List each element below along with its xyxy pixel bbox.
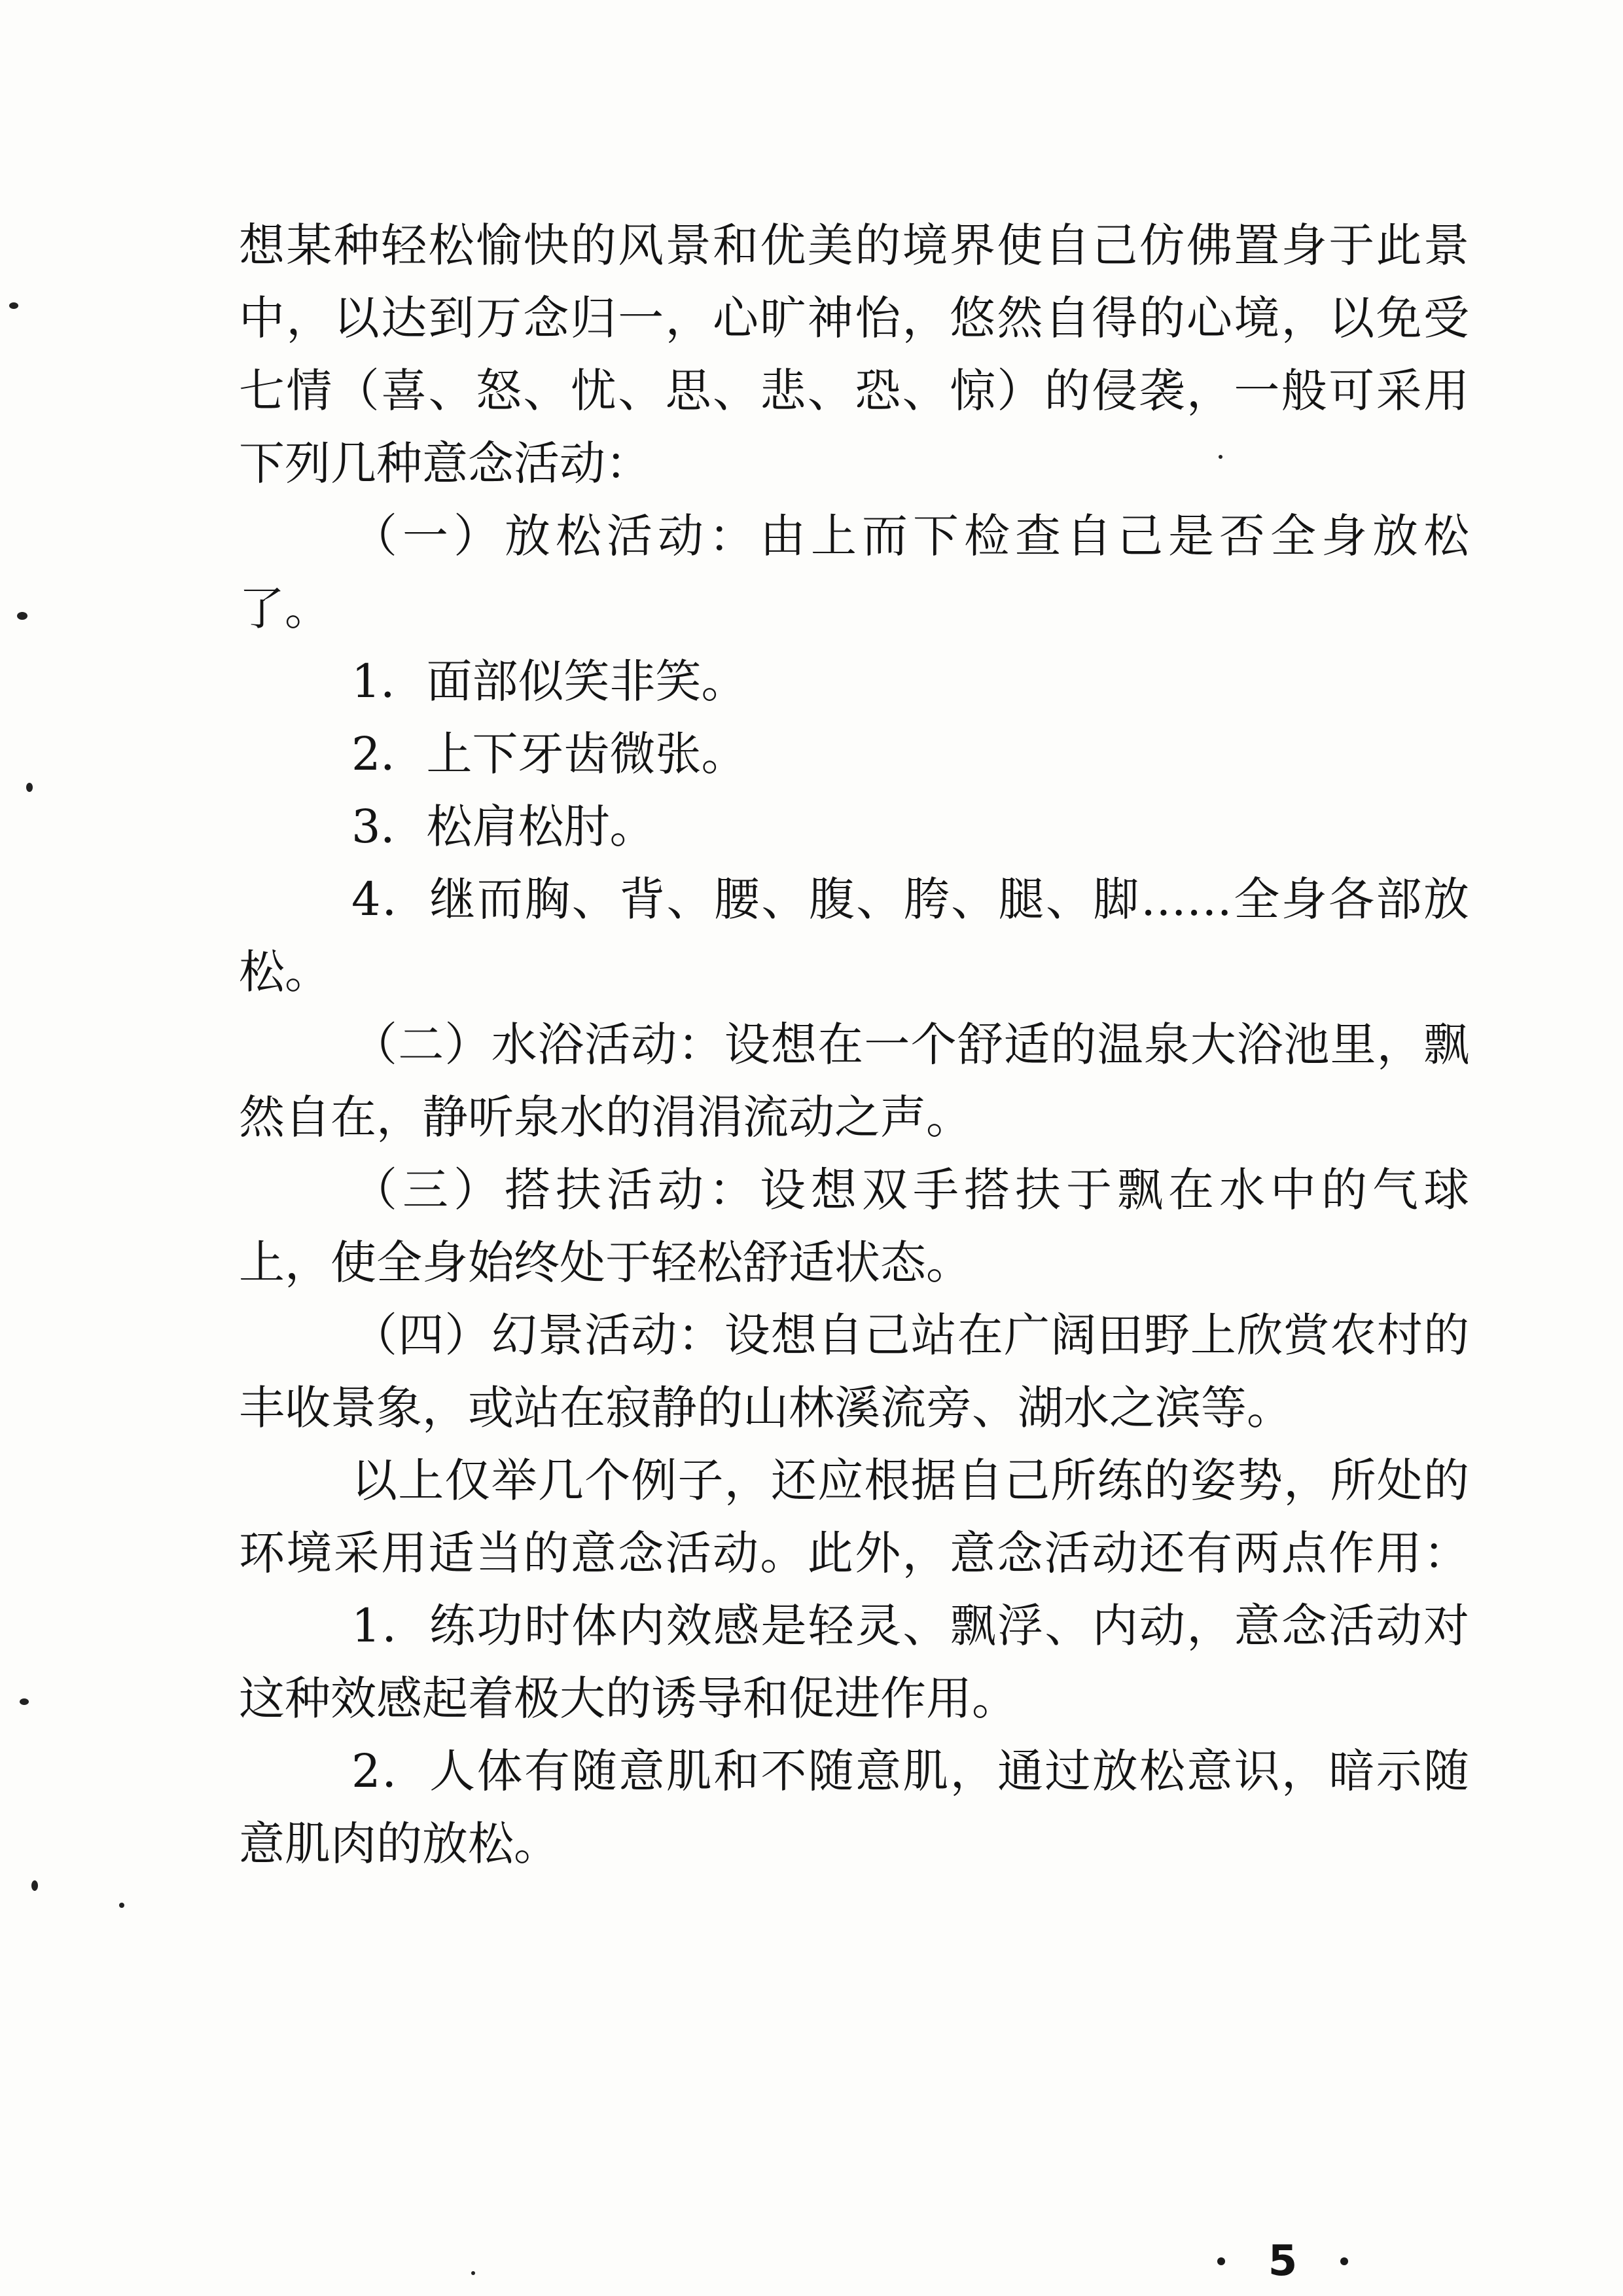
text-line: 下列几种意念活动：: [239, 437, 651, 490]
body-text: [239, 209, 1469, 1880]
section-heading-line: （三）搭扶活动：设想双手搭扶于飘在水中的气球: [351, 1163, 1469, 1217]
text-line: 七情（喜、怒、忧、思、悲、恐、惊）的侵袭，一般可采用: [239, 364, 1469, 418]
section-heading-line: （四）幻景活动：设想自己站在广阔田野上欣赏农村的: [351, 1308, 1469, 1362]
list-item: 2．人体有随意肌和不随意肌，通过放松意识，暗示随: [351, 1744, 1469, 1798]
text-line: 这种效感起着极大的诱导和促进作用。: [239, 1672, 1018, 1725]
page-number-label: 5: [1268, 2237, 1298, 2286]
section-heading-line: （二）水浴活动：设想在一个舒适的温泉大浴池里，飘: [351, 1018, 1469, 1071]
list-item: 1．练功时体内效感是轻灵、飘浮、内动，意念活动对: [351, 1599, 1469, 1653]
scan-speck: [17, 612, 27, 620]
list-item: 1．面部似笑非笑。: [351, 655, 747, 708]
scan-speck: [1219, 455, 1222, 459]
text-line: 想某种轻松愉快的风景和优美的境界使自己仿佛置身于此景: [239, 219, 1469, 272]
scan-speck: [26, 783, 33, 792]
page-number-dot-icon: [1217, 2257, 1225, 2265]
scan-speck: [119, 1903, 124, 1908]
section-heading-line: （一）放松活动：由上而下检查自己是否全身放松: [351, 509, 1469, 563]
text-line: 丰收景象，或站在寂静的山林溪流旁、湖水之滨等。: [239, 1381, 1293, 1435]
paragraph-line: 以上仅举几个例子，还应根据自己所练的姿势，所处的: [351, 1454, 1469, 1507]
page-number-dot-icon: [1340, 2257, 1348, 2265]
text-line: 意肌肉的放松。: [239, 1817, 560, 1871]
list-item: 2．上下牙齿微张。: [351, 727, 747, 781]
text-line: 上，使全身始终处于轻松舒适状态。: [239, 1236, 972, 1289]
list-item: 4．继而胸、背、腰、腹、胯、腿、脚……全身各部放: [351, 872, 1469, 926]
list-item: 3．松肩松肘。: [351, 800, 656, 853]
scan-speck: [471, 2271, 475, 2275]
text-line: 环境采用适当的意念活动。此外，意念活动还有两点作用：: [239, 1526, 1469, 1580]
text-line: 中，以达到万念归一，心旷神怡，悠然自得的心境，以免受: [239, 291, 1469, 345]
text-line: 了。: [239, 582, 330, 636]
page-number: [1217, 2229, 1348, 2294]
scan-speck: [31, 1880, 38, 1891]
scan-speck: [9, 302, 18, 309]
text-line: 然自在，静听泉水的涓涓流动之声。: [239, 1090, 972, 1144]
scan-speck: [20, 1698, 29, 1705]
text-line: 松。: [239, 945, 330, 999]
